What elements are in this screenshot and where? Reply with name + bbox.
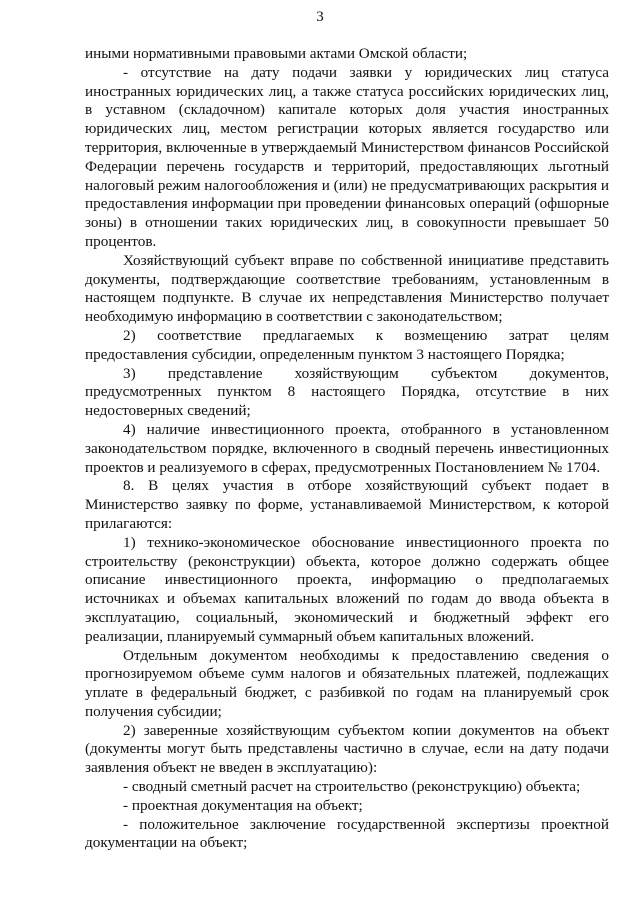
list-item-project-docs: - проектная документация на объект; xyxy=(123,796,363,814)
paragraph-item-3: 3) представление хозяйствующим субъектом документов, предусмотренных пунктом 8 настоящего Порядка, отсутствие в них недостоверных сведений; xyxy=(85,364,609,420)
paragraph-attachment-2: 2) заверенные хозяйствующим субъектом копии документов на объект (документы могут быть представлены частично в случае, если на дату подачи заявления объект не введен в эксплуатацию): xyxy=(85,721,609,777)
paragraph-item-2: 2) соответствие предлагаемых к возмещению затрат целям предоставления субсидии, определенным пунктом 3 настоящего Порядка; xyxy=(85,326,609,363)
paragraph-documents-initiative: Хозяйствующий субъект вправе по собственной инициативе представить документы, подтверждающие соответствие требованиям, установленным в настоящем подпункте. В случае их непредставления Министерство получает необходимую информацию в соответствии с законодательством; xyxy=(85,251,609,326)
page-number: 3 xyxy=(316,9,324,25)
list-item-expertise: - положительное заключение государственной экспертизы проектной документации на объект; xyxy=(85,815,609,852)
paragraph-1: иными нормативными правовыми актами Омской области; xyxy=(85,45,468,62)
paragraph-separate-document: Отдельным документом необходимы к предоставлению сведения о прогнозируемом объеме сумм налогов и обязательных платежей, подлежащих уплате в федеральный бюджет, с разбивкой по годам на планируемый срок получения субсидии; xyxy=(85,646,609,720)
document-body xyxy=(85,45,609,853)
paragraph-item-4: 4) наличие инвестиционного проекта, отобранного в установленном законодательством порядке, включенного в сводный перечень инвестиционных проектов и реализуемого в сферах, предусмотренных Постановлением № 1704. xyxy=(85,420,609,476)
paragraph-offshore-requirement: - отсутствие на дату подачи заявки у юридических лиц статуса иностранных юридических лиц, а также статуса российских юридических лиц, в уставном (складочном) капитале которых доля участия иностранных юридических лиц, местом регистрации которых является государство или территория, включенные в утверждаемый Министерством финансов Российской Федерации перечень государств и территорий, предоставляющих льготный налоговый режим налогообложения и (или) не предусматривающих раскрытия и предоставления информации при проведении финансовых операций (офшорные зоны) в отношении таких юридических лиц, в совокупности превышает 50 процентов. xyxy=(85,63,609,250)
paragraph-section-8: 8. В целях участия в отборе хозяйствующий субъект подает в Министерство заявку по форме, устанавливаемой Министерством, к которой прилагаются: xyxy=(85,477,609,532)
list-item-estimate: - сводный сметный расчет на строительство (реконструкцию) объекта; xyxy=(123,778,581,796)
paragraph-attachment-1: 1) технико-экономическое обоснование инвестиционного проекта по строительству (реконструкции) объекта, которое должно содержать общее описание инвестиционного проекта, информацию о предполагаемых источниках и объемах капитальных вложений по годам до ввода объекта в эксплуатацию, социальный, экономический и бюджетный эффект его реализации, планируемый суммарный объем капитальных вложений. xyxy=(85,533,609,645)
